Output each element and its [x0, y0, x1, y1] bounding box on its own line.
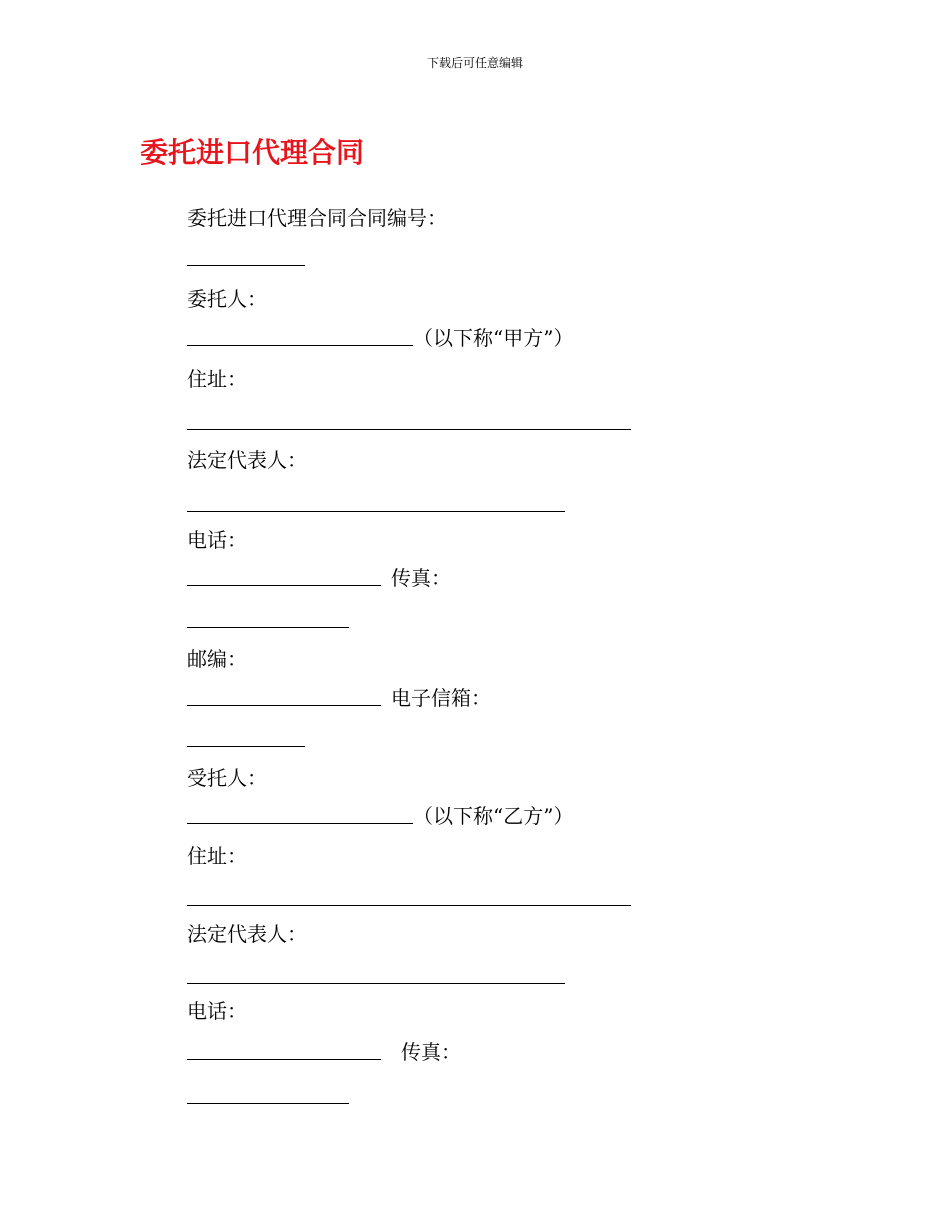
contract-number-blank[interactable] — [187, 265, 305, 266]
party-b-address-line — [187, 840, 247, 868]
party-a-postcode-blank[interactable] — [187, 705, 381, 706]
party-a-role-label: 委托人： — [187, 287, 267, 311]
party-b-legal-rep-blank[interactable] — [187, 983, 565, 984]
party-a-phone-line — [187, 524, 247, 552]
document-title: 委托进口代理合同 — [140, 136, 365, 169]
party-a-postcode-line — [187, 643, 247, 671]
party-b-address-label: 住址： — [187, 844, 247, 868]
party-a-name-blank[interactable] — [187, 345, 413, 346]
party-a-legal-rep-line — [187, 444, 307, 472]
party-a-fax-label: 传真： — [391, 566, 451, 590]
party-b-phone-fax-line — [187, 1036, 461, 1064]
party-b-phone-line — [187, 995, 247, 1023]
party-b-role-line — [187, 762, 267, 790]
party-a-postcode-email-line — [187, 682, 491, 710]
party-b-address-blank[interactable] — [187, 905, 631, 906]
party-b-phone-blank[interactable] — [187, 1059, 381, 1060]
party-a-postcode-label: 邮编： — [187, 647, 247, 671]
party-a-role-line — [187, 283, 267, 311]
party-b-fax-blank[interactable] — [187, 1103, 349, 1104]
party-b-name-blank[interactable] — [187, 823, 413, 824]
party-a-address-label: 住址： — [187, 367, 247, 391]
party-b-legal-rep-blank-line — [187, 960, 565, 988]
party-a-legal-rep-blank[interactable] — [187, 511, 565, 512]
party-b-address-blank-line — [187, 882, 631, 910]
party-a-legal-rep-label: 法定代表人： — [187, 448, 307, 472]
party-a-alias: （以下称“甲方”） — [413, 326, 574, 350]
party-a-email-blank[interactable] — [187, 746, 305, 747]
party-b-fax-label: 传真： — [401, 1040, 461, 1064]
party-a-phone-fax-line — [187, 562, 451, 590]
party-a-phone-blank[interactable] — [187, 585, 381, 586]
party-a-legal-rep-blank-line — [187, 488, 565, 516]
contract-number-label: 委托进口代理合同合同编号： — [187, 206, 447, 230]
page-header-note: 下载后可任意编辑 — [426, 56, 523, 70]
party-a-address-line — [187, 363, 247, 391]
party-a-address-blank[interactable] — [187, 429, 631, 430]
party-b-alias: （以下称“乙方”） — [413, 804, 574, 828]
party-b-legal-rep-label: 法定代表人： — [187, 922, 307, 946]
party-a-fax-blank-line — [187, 604, 349, 632]
party-a-email-label: 电子信箱： — [391, 686, 491, 710]
contract-number-line — [187, 202, 447, 230]
party-b-name-line — [187, 800, 573, 828]
contract-number-blank-line — [187, 242, 305, 270]
party-a-name-line — [187, 322, 573, 350]
party-b-fax-blank-line — [187, 1080, 349, 1108]
party-a-phone-label: 电话： — [187, 528, 247, 552]
party-a-fax-blank[interactable] — [187, 627, 349, 628]
party-a-address-blank-line — [187, 406, 631, 434]
party-b-legal-rep-line — [187, 918, 307, 946]
party-b-phone-label: 电话： — [187, 999, 247, 1023]
party-a-email-blank-line — [187, 723, 305, 751]
party-b-role-label: 受托人： — [187, 766, 267, 790]
